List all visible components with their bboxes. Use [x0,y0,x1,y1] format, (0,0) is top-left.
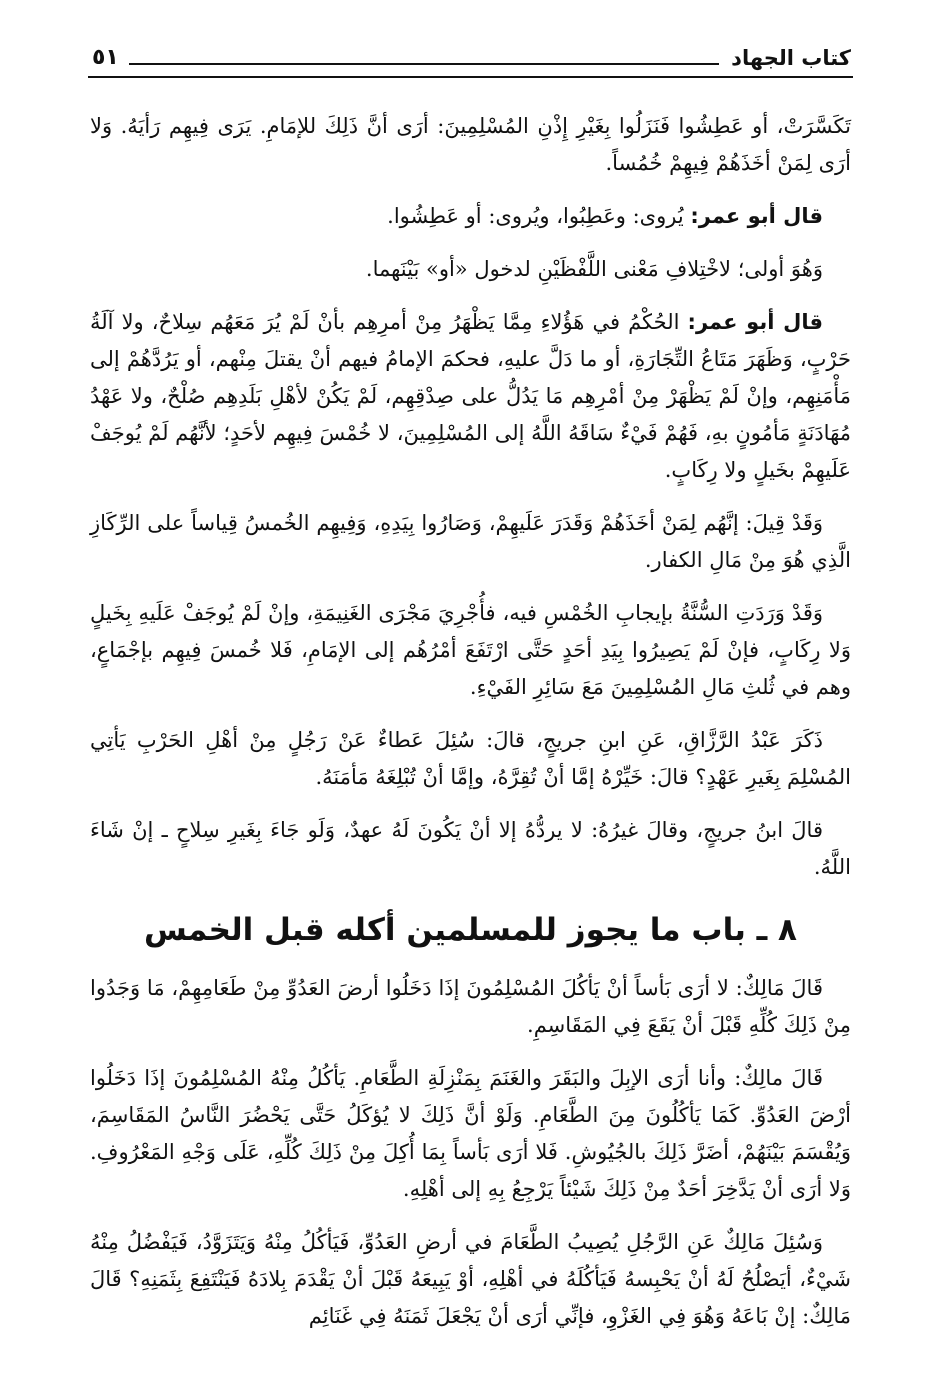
paragraph [90,198,851,235]
header-line [129,63,719,65]
paragraph [90,108,851,182]
paragraph-text: وَقَدْ قِيلَ: إنَّهُم لِمَنْ أخَذَهُمْ وَقَدَرَ عَلَيهِمْ، وَصَارُوا بِيَدِهِ، وَفِيهِم الخُمسُ قِياساً على الرِّكَازِ الَّذِي هُوَ مِنْ مَالِ الكفار. [90,511,851,572]
paragraph [90,1224,851,1335]
paragraph [90,304,851,489]
paragraph [90,812,851,886]
paragraph [90,595,851,706]
paragraph-text: وَهُوَ أولى؛ لاخْتِلافِ مَعْنى اللَّفْظَيْنِ لدخول «أو» بَيْنَهما. [365,257,823,281]
paragraph-text: وَقَدْ وَرَدَتِ السُّنَّةُ بإيجابِ الخُمْسِ فيه، فأُجْرِيَ مَجْرَى الغَنِيمَةِ، وإنْ لَمْ يُوجَفْ عَلَيهِ بِخَيلٍ وَلا رِكَابٍ، فإنْ لَمْ يَصِيرُوا بِيَدِ أحَدٍ حَتَّى ارْتَفَعَ أمْرُهُم إلى الإمَامِ، فَلا خُمسَ فِيهِم بإجْمَاعٍ، وهم في ثُلثِ مَالِ المُسْلِمِينَ مَعَ سَائِرِ الفَيْءِ. [90,601,851,699]
paragraph-lead: قال أبو عمر: [690,204,823,228]
paragraph-text: قالَ ابنُ جريجٍ، وقالَ غيرُهُ: لا يردُّهُ إلا أنْ يَكُونَ لَهُ عهدٌ، وَلَو جَاءَ بِغَيرِ سِلاحٍ ـ إنْ شَاءَ اللَّهُ. [90,818,851,879]
paragraph [90,1060,851,1208]
paragraph [90,251,851,288]
page-body [90,108,851,1351]
page-header [92,28,851,72]
paragraph-text: ذَكَرَ عَبْدُ الرَّزَّاقِ، عَنِ ابنِ جريجٍ، قالَ: سُئِلَ عَطاءٌ عَنْ رَجُلٍ مِنْ أهْلِ الحَرْبِ يَأتِي المُسْلِمَ بِغَيرِ عَهْدٍ؟ قالَ: خَيِّرْهُ إمَّا أنْ تُقِرَّهُ، وإمَّا أنْ تُبْلِغَهُ مَأمَنَهُ. [90,728,851,789]
section-heading: ٨ ـ باب ما يجوز للمسلمين أكله قبل الخمس [144,912,797,948]
paragraph-text: وَسُئِلَ مَالِكٌ عَنِ الرَّجُلِ يُصِيبُ الطَّعَامَ في أرضِ العَدُوِّ، فَيَأكُلُ مِنْهُ وَيَتَزَوَّدُ، فَيَفْضُلُ مِنْهُ شَيْءٌ، أيَصْلُحُ لَهُ أنْ يَحْبِسهُ فَيَأكُلَهُ في أهْلِهِ، أوْ يَبِيعَهُ قَبْلَ أنْ يَقْدَمَ بِلادَهُ فَيَنْتَفِعَ بِثَمَنِهِ؟ قَالَ مَالِكٌ: إنْ بَاعَهُ وَهُوَ فِي الغَزْوِ، فإنِّي أرَى أنْ يَجْعَلَ ثَمَنَهُ فِي غَنَائِم [90,1230,851,1328]
paragraph [90,722,851,796]
paragraph-text: الحُكْمُ في هَؤُلاءِ مِمَّا يَظْهَرُ مِنْ أمرِهِم بأنْ لَمْ يُرَ مَعَهُم سِلاحٌ، ولا آلَةُ حَرْبٍ، وَظَهَرَ مَتَاعُ التِّجَارَةِ، أو ما دَلَّ عليهِ، فحكمَ الإمامُ فيهم أنْ يقتلَ مِنْهم، أو يَرُدَّهُمْ إلى مَأْمَنِهِم، وإنْ لَمْ يَظْهَرْ مِنْ أمْرِهِم مَا يَدُلُّ على صِدْقِهِم، لَمْ يَكُنْ لأهْلِ بَلَدِهِم صُلْحٌ، ولا عَهْدُ مُهَادَنَةٍ مَأمُونٍ بهِ، فَهُمْ فَيْءٌ سَاقَهُ اللَّهُ إلى المُسْلِمِينَ، لا خُمْسَ فِيهِم لأحَدٍ؛ لأنَّهُم لَمْ يُوجَفْ عَلَيهِمْ بخَيلٍ ولا رِكَابٍ. [90,310,851,482]
paragraph [90,970,851,1044]
paragraph-text: يُروى: وعَطِبُوا، ويُروى: أو عَطِشُوا. [387,204,684,228]
paragraph [90,505,851,579]
paragraph-text: قَالَ مَالِكٌ: لا أرَى بَأساً أنْ يَأكُلَ المُسْلِمُونَ إذَا دَخَلُوا أرضَ العَدُوِّ مِنْ طَعَامِهِمْ، مَا وَجَدُوا مِنْ ذَلِكَ كُلِّهِ قَبْلَ أنْ يَقَعَ فِي المَقَاسِمِ. [90,976,851,1037]
paragraph-text: قَالَ مالِكٌ: وأنا أرَى الإبِلَ والبَقَرَ والغَنَمَ بِمَنْزِلَةِ الطَّعَامِ. يَأكُلُ مِنْهُ المُسْلِمُونَ إذَا دَخَلُوا أرْضَ العَدُوِّ. كَمَا يَأكُلُونَ مِنَ الطَّعَامِ. وَلَوْ أنَّ ذَلِكَ لا يُؤكَلُ حَتَّى يَحْضُرَ النَّاسُ المَقَاسِمَ، وَيُقْسَمَ بَيْنَهُمْ، أضَرَّ ذَلِكَ بالجُيُوشِ. فَلا أرَى بَأساً بِمَا أُكِلَ مِنْ ذَلِكَ كُلِّهِ، عَلَى وَجْهِ المَعْرُوفِ. وَلا أرَى أنْ يَدَّخِرَ أحَدٌ مِنْ ذَلِكَ شَيْئاً يَرْجِعُ بِهِ إلى أهْلِهِ. [90,1066,851,1201]
running-title: كتاب الجهاد [731,46,851,70]
paragraph-lead: قال أبو عمر: [687,310,823,334]
paragraph-text: تَكَسَّرَتْ، أو عَطِشُوا فَنَزَلُوا بِغَيْرِ إِذْنِ المُسْلِمِينَ: أرَى أنَّ ذَلِكَ للإمَامِ. يَرَى فِيهِم رَأيَهُ. وَلا أرَى لِمَنْ أخَذَهُمْ فِيهِمْ خُمُساً. [90,114,851,175]
page-number: ٥١ [92,45,119,70]
header-rule [88,76,853,78]
